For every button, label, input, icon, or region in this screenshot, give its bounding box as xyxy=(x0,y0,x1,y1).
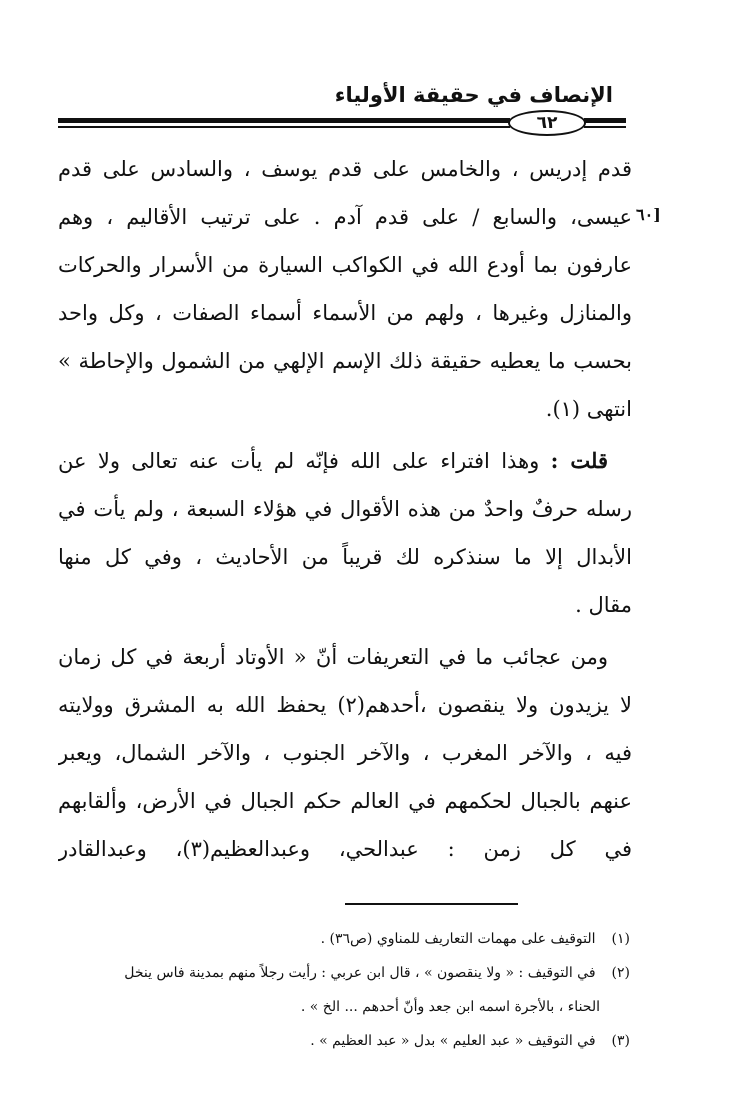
qult-first-line-text: وهذا افتراء على الله فإنّه لم يأت عنه تعالى ولا عن xyxy=(58,449,540,473)
footnote-separator xyxy=(345,903,518,905)
text-line: عنهم بالجبال لحكمهم في العالم حكم الجبال في الأرض، وألقابهم xyxy=(58,789,632,813)
text-line: قدم إدريس ، والخامس على قدم يوسف ، والسادس على قدم xyxy=(58,157,632,181)
footnote-2 xyxy=(58,956,630,990)
text-line: بحسب ما يعطيه حقيقة ذلك الإسم الإلهي من الشمول والإحاطة » xyxy=(58,349,632,373)
text-line: في كل زمن : عبدالحي، وعبدالعظيم(٣)، وعبدالقادر xyxy=(58,837,632,861)
footnote-text: في التوقيف : « ولا ينقصون » ، قال ابن عربي : رأيت رجلاً منهم بمدينة فاس ينخل xyxy=(124,965,596,981)
footnotes xyxy=(58,922,630,1058)
text-line: عيسى، والسابع / على قدم آدم . على ترتيب الأقاليم ، وهم xyxy=(58,205,632,229)
footnote-text: التوقيف على مهمات التعاريف للمناوي (ص٣٦) . xyxy=(320,931,596,947)
footnote-text: في التوقيف « عبد العليم » بدل « عبد العظيم » . xyxy=(310,1033,596,1049)
text-line: والمنازل وغيرها ، ولهم من الأسماء أسماء الصفات ، وكل واحد xyxy=(58,301,632,325)
margin-reference: ٦٠] xyxy=(636,205,661,224)
header-rule-left xyxy=(58,118,510,123)
text-line: عارفون بما أودع الله في الكواكب السيارة من الأسرار والحركات xyxy=(58,253,632,277)
text-line: لا يزيدون ولا ينقصون ،أحدهم(٢) يحفظ الله به المشرق وولايته xyxy=(58,693,632,717)
header-rule-left-thin xyxy=(58,126,510,128)
running-title: الإنصاف في حقيقة الأولياء xyxy=(334,83,613,107)
footnote-3 xyxy=(58,1024,630,1058)
text-line: رسله حرفٌ واحدٌ من هذه الأقوال في هؤلاء السبعة ، ولم يأت في xyxy=(58,497,632,521)
footnote-number: (٣) xyxy=(611,1033,630,1049)
text-line: انتهى (١). xyxy=(545,397,632,421)
text-line: فيه ، والآخر المغرب ، والآخر الجنوب ، والآخر الشمال، ويعبر xyxy=(58,741,632,765)
text-line: مقال . xyxy=(575,593,632,617)
text-line: ومن عجائب ما في التعريفات أنّ « الأوتاد أربعة في كل زمان xyxy=(58,645,608,669)
page-number: ٦٢ xyxy=(508,110,586,136)
header-rule-right-thin xyxy=(584,126,626,128)
footnote-2-continuation: الحناء ، بالأجرة اسمه ابن جعد وأنّ أحدهم ... الخ » . xyxy=(300,999,600,1015)
footnote-1 xyxy=(58,922,630,956)
qult-label: قلت : xyxy=(550,448,608,473)
header-rule-right xyxy=(584,118,626,123)
text-line: الأبدال إلا ما سنذكره لك قريباً من الأحاديث ، وفي كل منها xyxy=(58,545,632,569)
footnote-number: (١) xyxy=(611,931,630,947)
footnote-number: (٢) xyxy=(611,965,630,981)
body-text xyxy=(58,145,632,873)
qult-paragraph-first-line xyxy=(58,437,632,485)
